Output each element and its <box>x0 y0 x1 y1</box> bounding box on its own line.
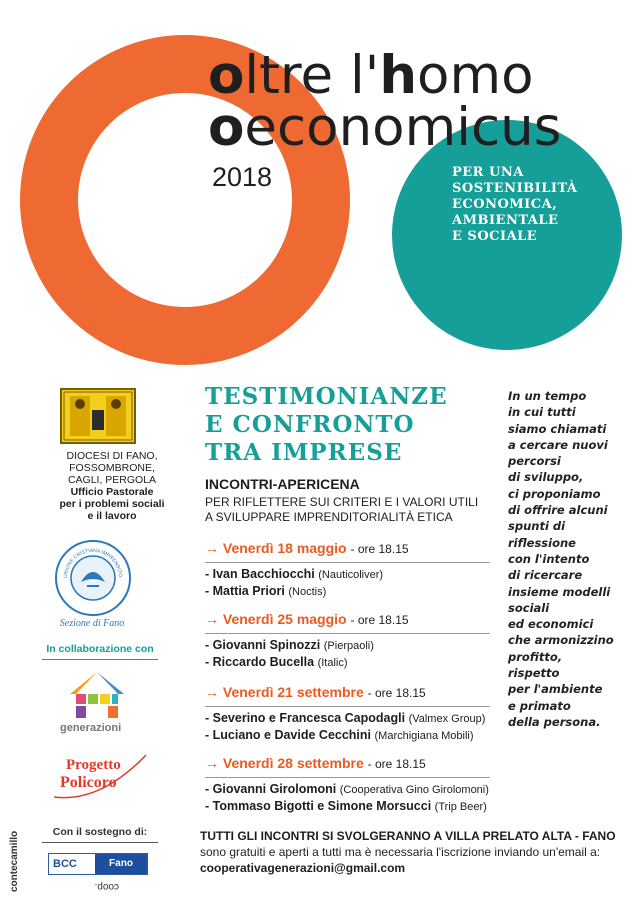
speaker-row: - Mattia Priori (Noctis) <box>205 584 327 598</box>
ucid-ring-text: UNIONE CRISTIANA IMPRENDITO <box>62 547 124 579</box>
generazioni-logo-text: generazioni <box>60 722 122 734</box>
title-line-1: oltre l'homo <box>208 45 534 106</box>
speaker-row: - Giovanni Girolomoni (Cooperativa Gino Girolomoni) <box>205 782 489 796</box>
registration-notice: sono gratuiti e aperti a tutti ma è necessaria l'iscrizione inviando un'email a: <box>200 845 601 859</box>
generazioni-house-icon <box>62 668 132 722</box>
progetto-policoro-logo <box>50 745 150 805</box>
support-divider <box>42 842 158 843</box>
tagline: PER UNA SOSTENIBILITÀ ECONOMICA, AMBIENTALE E SOCIALE <box>452 165 578 244</box>
collaboration-label: In collaborazione con <box>42 643 158 660</box>
purpose-text: PER RIFLETTERE SUI CRITERI E I VALORI UTILI A SVILUPPARE IMPRENDITORIALITÀ ETICA <box>205 495 479 524</box>
speaker-row: - Luciano e Davide Cecchini (Marchigiana Mobili) <box>205 728 474 742</box>
bcc-branch: Fano <box>95 854 147 874</box>
venue-notice: TUTTI GLI INCONTRI SI SVOLGERANNO A VILLA PRELATO ALTA - FANO <box>200 829 616 843</box>
event-date-3: → Venerdì 21 settembre - ore 18.15 <box>205 684 426 700</box>
contact-email[interactable]: cooperativagenerazioni@gmail.com <box>200 861 406 875</box>
intro-text: In un tempo in cui tutti siamo chiamati a cercare nuovi percorsi di sviluppo, ci proponiamo di offrire alcuni spunti di riflessione con l'intento di ricercare insieme modelli sociali ed economici che armonizzino profitto, rispetto per l'ambiente e primato della persona. <box>508 389 614 729</box>
collaboration-divider <box>42 659 158 660</box>
bcc-fano-logo <box>48 853 148 875</box>
speaker-row: - Severino e Francesca Capodagli (Valmex Group) <box>205 711 486 725</box>
event-rule <box>205 633 490 634</box>
arrow-right-icon: → <box>205 540 219 556</box>
event-rule <box>205 706 490 707</box>
diocese-label: DIOCESI DI FANO, FOSSOMBRONE, CAGLI, PERGOLA Ufficio Pastorale per i problemi sociali e il lavoro <box>59 450 165 522</box>
arrow-right-icon: → <box>205 755 219 771</box>
progetto-word: Progetto <box>66 757 121 773</box>
main-heading: TESTIMONIANZE E CONFRONTO TRA IMPRESE <box>205 383 448 466</box>
speaker-row: - Giovanni Spinozzi (Pierpaoli) <box>205 638 374 652</box>
diocese-coat-of-arms-icon <box>60 388 136 444</box>
credit-name: contecamillo <box>9 830 20 892</box>
speaker-row: - Riccardo Bucella (Italic) <box>205 655 348 669</box>
event-date-2: → Venerdì 25 maggio - ore 18.15 <box>205 611 409 627</box>
event-rule <box>205 562 490 563</box>
ucid-logo-icon <box>55 540 131 616</box>
event-format: INCONTRI-APERICENA <box>205 476 360 492</box>
event-date-1: → Venerdì 18 maggio - ore 18.15 <box>205 540 409 556</box>
event-rule <box>205 777 490 778</box>
speaker-row: - Ivan Bacchiocchi (Nauticoliver) <box>205 567 384 581</box>
ucid-section-label: Sezione di Fano <box>59 618 125 629</box>
title-line-2: oeconomicus <box>208 97 562 158</box>
support-label: Con il sostegno di: <box>42 826 158 843</box>
arrow-right-icon: → <box>205 684 219 700</box>
arrow-right-icon: → <box>205 611 219 627</box>
speaker-row: - Tommaso Bigotti e Simone Morsucci (Trip Beer) <box>205 799 487 813</box>
policoro-word: Policoro <box>60 774 117 791</box>
bcc-name: BCC <box>53 858 77 870</box>
event-date-4: → Venerdì 28 settembre - ore 18.15 <box>205 755 426 771</box>
credit-prefix: coop. <box>94 881 119 892</box>
year: 2018 <box>212 162 273 192</box>
